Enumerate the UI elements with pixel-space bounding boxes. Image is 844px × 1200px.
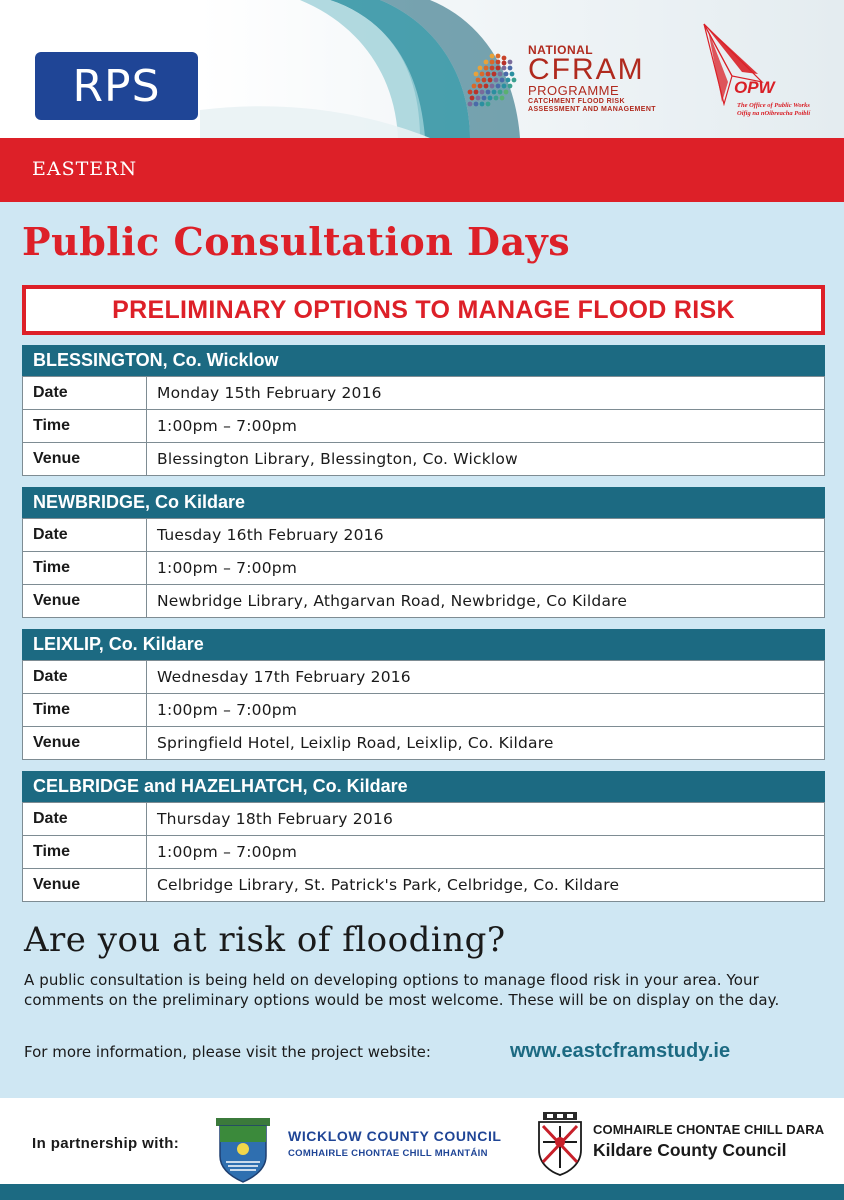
- date-label: Date: [23, 803, 147, 836]
- event-card: [22, 771, 825, 902]
- time-label: Time: [23, 410, 147, 443]
- table-row: [23, 727, 825, 760]
- event-card: [22, 487, 825, 618]
- wicklow-crest-icon: [212, 1116, 274, 1184]
- website-link[interactable]: www.eastcframstudy.ie: [510, 1040, 731, 1062]
- opw-tagline-ga: Oifig na nOibreacha Poiblí: [737, 110, 811, 117]
- more-info-text: For more information, please visit the project website:: [24, 1043, 431, 1061]
- venue-label: Venue: [23, 869, 147, 902]
- table-row: [23, 519, 825, 552]
- footer: [0, 1098, 844, 1184]
- time-label: Time: [23, 694, 147, 727]
- kildare-council-irish: COMHAIRLE CHONTAE CHILL DARA: [593, 1122, 825, 1137]
- venue-value: Springfield Hotel, Leixlip Road, Leixlip, Co. Kildare: [147, 727, 825, 760]
- event-location: CELBRIDGE and HAZELHATCH, Co. Kildare: [22, 771, 825, 802]
- table-row: [23, 377, 825, 410]
- bottom-bar: [0, 1184, 844, 1200]
- table-row: [23, 694, 825, 727]
- opw-tagline-en: The Office of Public Works: [737, 102, 810, 109]
- venue-value: Blessington Library, Blessington, Co. Wicklow: [147, 443, 825, 476]
- event-location: NEWBRIDGE, Co Kildare: [22, 487, 825, 518]
- region-label: EASTERN: [32, 158, 138, 180]
- region-band: [0, 138, 844, 202]
- time-value: 1:00pm – 7:00pm: [147, 836, 825, 869]
- cfram-national: NATIONAL: [528, 43, 594, 57]
- table-row: [23, 836, 825, 869]
- kildare-crest-icon: [535, 1112, 585, 1176]
- opw-logo: [700, 22, 830, 122]
- cfram-sub-line1: CATCHMENT FLOOD RISK: [528, 98, 625, 105]
- date-value: Thursday 18th February 2016: [147, 803, 825, 836]
- event-card: [22, 345, 825, 476]
- time-value: 1:00pm – 7:00pm: [147, 410, 825, 443]
- opw-tagline: [737, 102, 833, 118]
- rps-logo: RPS: [35, 52, 198, 120]
- date-label: Date: [23, 377, 147, 410]
- date-label: Date: [23, 519, 147, 552]
- flooding-question: Are you at risk of flooding?: [24, 920, 506, 960]
- subtitle-text: PRELIMINARY OPTIONS TO MANAGE FLOOD RISK: [26, 289, 821, 331]
- table-row: [23, 803, 825, 836]
- date-label: Date: [23, 661, 147, 694]
- header-banner: [0, 0, 844, 138]
- main-panel: [0, 202, 844, 1098]
- subtitle-box: [22, 285, 825, 335]
- table-row: [23, 443, 825, 476]
- date-value: Wednesday 17th February 2016: [147, 661, 825, 694]
- event-location: LEIXLIP, Co. Kildare: [22, 629, 825, 660]
- venue-label: Venue: [23, 443, 147, 476]
- date-value: Tuesday 16th February 2016: [147, 519, 825, 552]
- time-value: 1:00pm – 7:00pm: [147, 694, 825, 727]
- cfram-programme: PROGRAMME: [528, 83, 620, 98]
- opw-name: OPW: [734, 78, 775, 97]
- venue-label: Venue: [23, 727, 147, 760]
- event-card: [22, 629, 825, 760]
- wicklow-council-irish: COMHAIRLE CHONTAE CHILL MHANTÁIN: [288, 1148, 488, 1159]
- consultation-description: A public consultation is being held on developing options to manage flood risk in your area. Your comments on the preliminary options would be most welcome. These will be on display on the day.: [24, 971, 780, 1009]
- time-label: Time: [23, 552, 147, 585]
- event-table: [22, 376, 825, 476]
- cfram-main: CFRAM: [528, 53, 645, 86]
- wicklow-council-name: WICKLOW COUNTY COUNCIL: [288, 1128, 502, 1144]
- venue-value: Celbridge Library, St. Patrick's Park, Celbridge, Co. Kildare: [147, 869, 825, 902]
- table-row: [23, 410, 825, 443]
- table-row: [23, 869, 825, 902]
- venue-label: Venue: [23, 585, 147, 618]
- table-row: [23, 661, 825, 694]
- time-label: Time: [23, 836, 147, 869]
- venue-value: Newbridge Library, Athgarvan Road, Newbridge, Co Kildare: [147, 585, 825, 618]
- event-table: [22, 518, 825, 618]
- event-table: [22, 660, 825, 760]
- cfram-sub-line2: ASSESSMENT AND MANAGEMENT: [528, 106, 656, 113]
- event-location: BLESSINGTON, Co. Wicklow: [22, 345, 825, 376]
- cfram-logo: [462, 40, 692, 118]
- date-value: Monday 15th February 2016: [147, 377, 825, 410]
- ireland-map-icon: [462, 50, 530, 112]
- table-row: [23, 585, 825, 618]
- cfram-text: [528, 44, 656, 114]
- time-value: 1:00pm – 7:00pm: [147, 552, 825, 585]
- event-table: [22, 802, 825, 902]
- partnership-label: In partnership with:: [32, 1135, 180, 1152]
- page-title: Public Consultation Days: [22, 219, 571, 264]
- table-row: [23, 552, 825, 585]
- kildare-council-name: Kildare County Council: [593, 1140, 787, 1160]
